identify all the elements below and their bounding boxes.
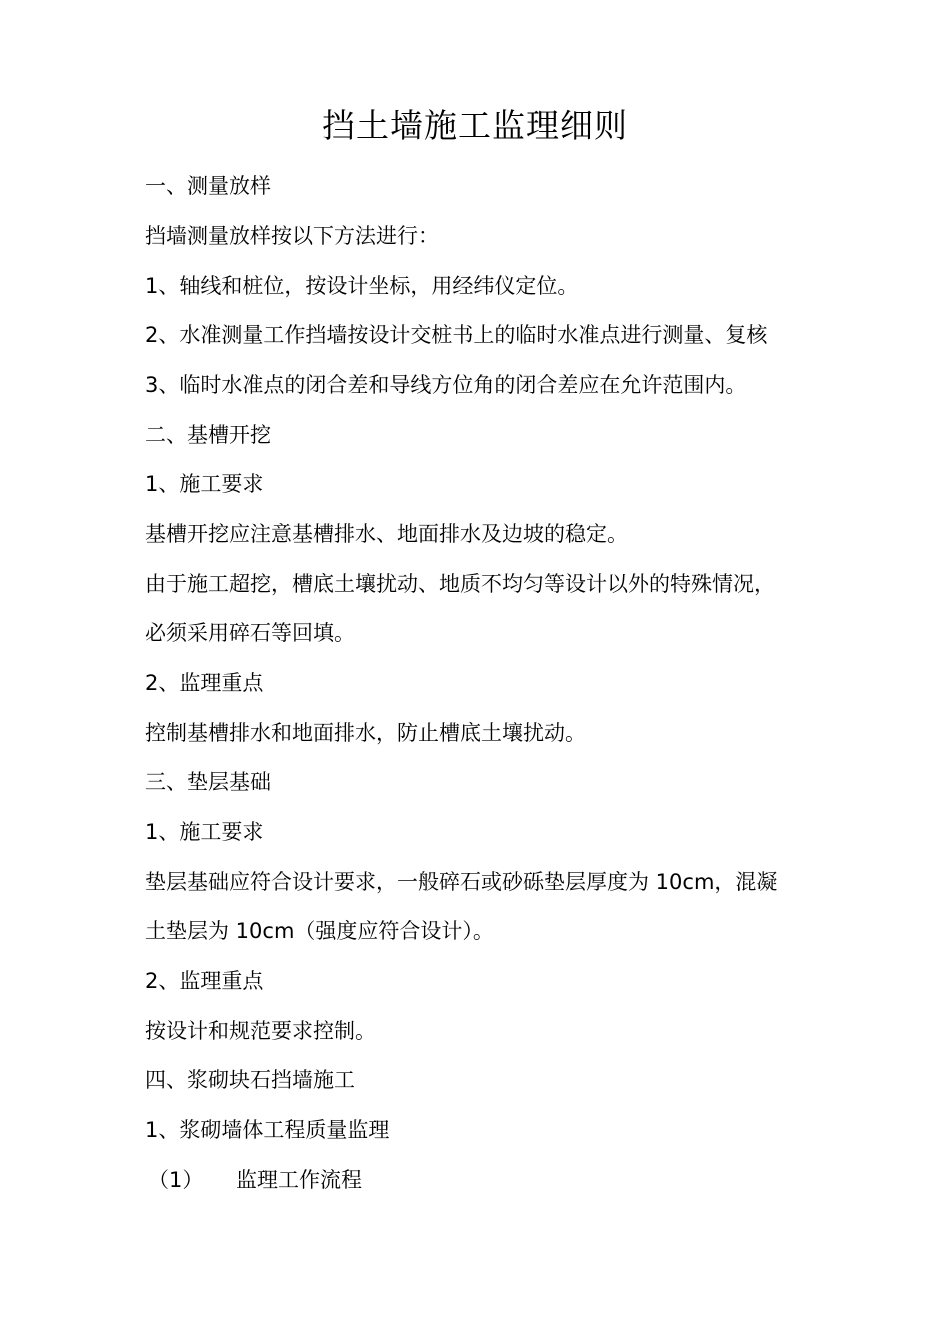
subheading: 1、施工要求 <box>145 472 264 496</box>
list-item: 3、临时水准点的闭合差和导线方位角的闭合差应在允许范围内。 <box>145 373 747 397</box>
paragraph: 由于施工超挖，槽底土壤扰动、地质不均匀等设计以外的特殊情况， <box>145 572 775 596</box>
paragraph: 挡墙测量放样按以下方法进行： <box>145 224 439 248</box>
item-text: 监理工作流程 <box>236 1168 362 1192</box>
section-heading-foundation: 三、垫层基础 <box>145 770 271 794</box>
list-item: 2、水准测量工作挡墙按设计交桩书上的临时水准点进行测量、复核 <box>145 323 768 347</box>
subheading: 2、监理重点 <box>145 671 264 695</box>
paragraph: 基槽开挖应注意基槽排水、地面排水及边坡的稳定。 <box>145 522 628 546</box>
numbered-item <box>148 1163 818 1197</box>
subheading: 1、浆砌墙体工程质量监理 <box>145 1118 390 1142</box>
section-heading-masonry: 四、浆砌块石挡墙施工 <box>145 1068 355 1092</box>
document-title: 挡土墙施工监理细则 <box>322 106 628 145</box>
paragraph: 必须采用碎石等回填。 <box>145 621 355 645</box>
paragraph: 控制基槽排水和地面排水，防止槽底土壤扰动。 <box>145 721 586 745</box>
paragraph: 按设计和规范要求控制。 <box>145 1019 376 1043</box>
section-heading-excavation: 二、基槽开挖 <box>145 423 271 447</box>
section-heading-survey: 一、测量放样 <box>145 174 271 198</box>
list-item: 1、轴线和桩位，按设计坐标，用经纬仪定位。 <box>145 274 579 298</box>
paragraph: 垫层基础应符合设计要求，一般碎石或砂砾垫层厚度为 10cm，混凝 <box>145 870 778 894</box>
subheading: 1、施工要求 <box>145 820 264 844</box>
subheading: 2、监理重点 <box>145 969 264 993</box>
item-number: （1） <box>148 1168 204 1192</box>
paragraph: 土垫层为 10cm（强度应符合设计）。 <box>145 919 494 943</box>
